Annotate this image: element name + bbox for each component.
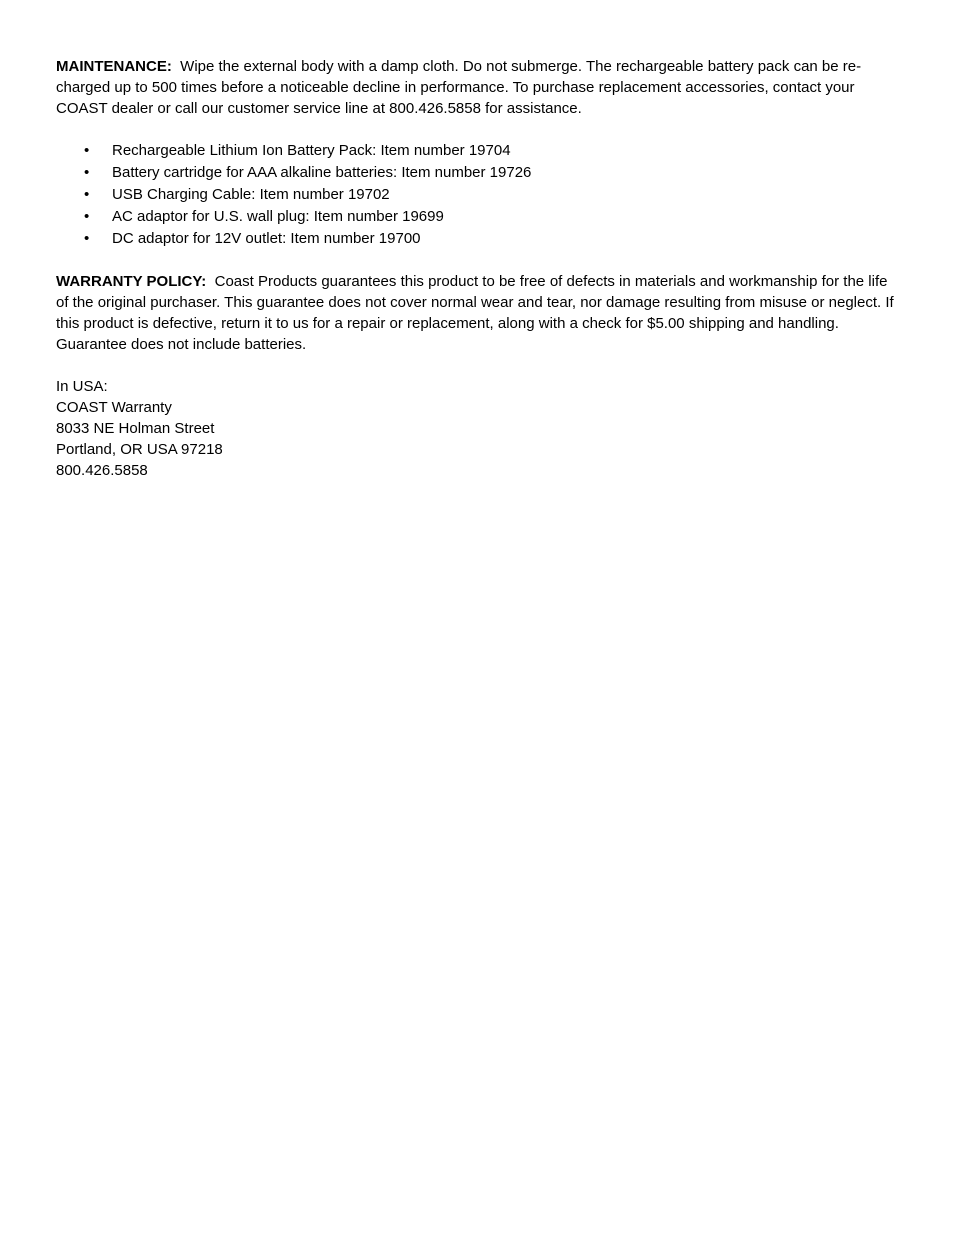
- list-item: [56, 184, 902, 206]
- address-city: Portland, OR USA 97218: [56, 441, 223, 458]
- accessory-label: DC adaptor for 12V outlet: Item number 19700: [112, 230, 421, 247]
- bullet-icon: •: [84, 230, 90, 247]
- list-item: [56, 140, 902, 162]
- accessory-label: AC adaptor for U.S. wall plug: Item number 19699: [112, 208, 444, 225]
- bullet-icon: •: [84, 164, 90, 181]
- maintenance-heading: MAINTENANCE:: [56, 58, 172, 75]
- warranty-heading: WARRANTY POLICY:: [56, 273, 207, 290]
- warranty-paragraph: [56, 271, 902, 355]
- bullet-icon: •: [84, 186, 90, 203]
- list-item: [56, 206, 902, 228]
- address-phone: 800.426.5858: [56, 462, 148, 479]
- warranty-text: Coast Products guarantees this product to be free of defects in materials and workmanship for the life of the original purchaser. This guarantee does not cover normal wear and tear, nor damage resulting from misuse or neglect. If this product is defective, return it to us for a repair or replacement, along with a check for $5.00 shipping and handling. Guarantee does not include batteries.: [56, 273, 894, 353]
- address-name: COAST Warranty: [56, 399, 172, 416]
- list-item: [56, 228, 902, 250]
- accessories-list: [56, 140, 902, 250]
- maintenance-text: Wipe the external body with a damp cloth. Do not submerge. The rechargeable battery pack can be re-charged up to 500 times before a noticeable decline in performance. To purchase replacement accessories, contact your COAST dealer or call our customer service line at 800.426.5858 for assistance.: [56, 58, 862, 117]
- warranty-address: [56, 376, 902, 481]
- maintenance-paragraph: [56, 56, 902, 119]
- document-page: [56, 56, 902, 481]
- bullet-icon: •: [84, 142, 90, 159]
- accessory-label: Battery cartridge for AAA alkaline batteries: Item number 19726: [112, 164, 532, 181]
- accessory-label: USB Charging Cable: Item number 19702: [112, 186, 390, 203]
- list-item: [56, 162, 902, 184]
- bullet-icon: •: [84, 208, 90, 225]
- address-street: 8033 NE Holman Street: [56, 420, 215, 437]
- accessory-label: Rechargeable Lithium Ion Battery Pack: Item number 19704: [112, 142, 511, 159]
- address-region: In USA:: [56, 378, 108, 395]
